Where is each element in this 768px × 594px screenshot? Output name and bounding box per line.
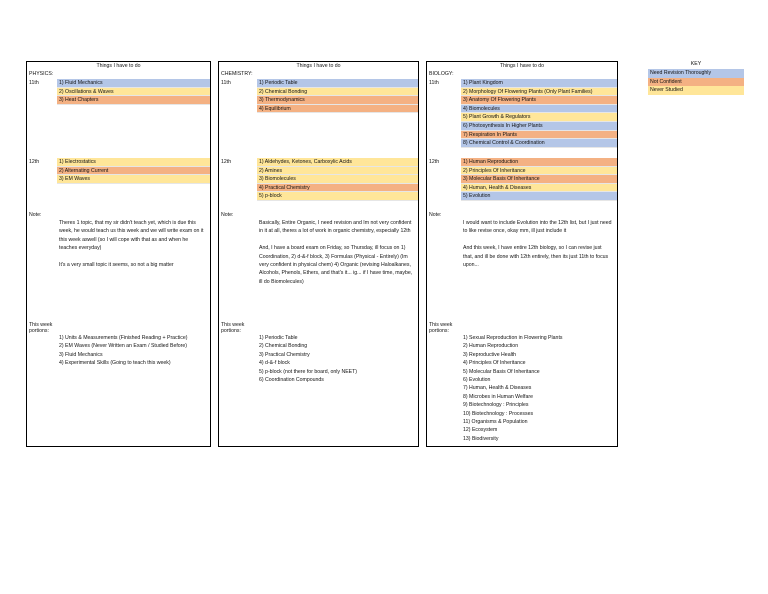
note-paragraph: And, I have a board exam on Friday, so Thursday, ill focus on 1) Coordination, 2) d-&-f block, 3) Formulas (Physical - Entirely) (Im very confident in physical chem) 4) Organic (revising Haloalkanes, Alcohols, Phenols, Ethers, and that's it... ig... if I have time, maybe, ill do Biomolecules) [259, 245, 413, 285]
list-item: 3) Fluid Mechanics [59, 351, 103, 358]
list-item: 1) Periodic Table [259, 335, 298, 341]
key-title: KEY [690, 61, 702, 67]
portions-label-line: This week [221, 322, 245, 328]
subject-label: PHYSICS: [29, 71, 54, 77]
list-item: 2) EM Waves (Never Written an Exam / Studied Before) [59, 343, 188, 350]
topic-row[interactable]: 5) Plant Growth & Regulators [461, 113, 617, 122]
note-label: Note: [429, 212, 442, 218]
topic-row[interactable]: 2) Oscillations & Waves [57, 88, 210, 97]
topic-row[interactable]: 4) Practical Chemistry [257, 184, 418, 193]
topic-row[interactable]: 1) Fluid Mechanics [57, 79, 210, 88]
list-item: 5) p-block (not there for board, only NEET) [259, 368, 358, 375]
notes-text [463, 219, 613, 278]
panel-title: Things I have to do [96, 63, 141, 69]
topic-row[interactable]: 2) Amines [257, 167, 418, 176]
topic-row[interactable]: 5) Evolution [461, 192, 617, 201]
topic-row[interactable]: 1) Periodic Table [257, 79, 418, 88]
year-11-list [257, 79, 418, 113]
year-11-label: 11th [429, 80, 439, 86]
topic-row[interactable]: 3) Biomolecules [257, 175, 418, 184]
note-paragraph: Theres 1 topic, that my sir didn't teach yet, which is due this week, he would teach us this week and we will write exam on it this week aswell (so I will cope with that as and when he teaches everyday) [59, 220, 204, 252]
list-item: 10) Biotechnology : Processes [463, 410, 534, 417]
note-paragraph: And this week, I have entire 12th biology, so I can revise just that, and ill be done with 12th entirely, then its just 11th to focus upon... [463, 245, 609, 269]
topic-row[interactable]: 6) Photosynthesis In Higher Plants [461, 122, 617, 131]
note-paragraph: It's a very small topic it seems, so not a big matter [59, 262, 174, 269]
list-item: 7) Human, Health & Diseases [463, 385, 532, 392]
portions-label-line: portions: [29, 328, 49, 335]
list-item: 5) Molecular Basis Of Inheritance [463, 368, 540, 375]
year-12-list [57, 158, 210, 184]
portions-label-line: portions: [429, 328, 449, 335]
note-paragraph: I would want to include Evolution into the 12th list, but I just need to like revise once, okay mm, ill just include it [463, 220, 612, 235]
physics-panel [26, 61, 211, 447]
year-12-label: 12th [429, 159, 440, 165]
list-item: 2) Human Reproduction [463, 343, 519, 350]
topic-row[interactable]: 4) Human, Health & Diseases [461, 184, 617, 193]
topic-row[interactable]: 8) Chemical Control & Coordination [461, 139, 617, 148]
list-item: 2) Chemical Bonding [259, 343, 308, 350]
notes-text [259, 219, 413, 295]
year-11-label: 11th [221, 80, 231, 86]
portions-list [59, 334, 187, 368]
portions-label [429, 322, 452, 334]
topic-row[interactable]: 2) Alternating Current [57, 167, 210, 176]
note-label: Note: [29, 212, 42, 218]
list-item: 1) Units & Measurements (Finished Reading + Practice) [59, 335, 188, 341]
note-label: Note: [221, 212, 234, 218]
color-key [648, 61, 744, 95]
biology-panel [426, 61, 618, 447]
year-11-list [461, 79, 617, 148]
list-item: 6) Coordination Compounds [259, 377, 324, 384]
portions-label-line: This week [429, 322, 453, 328]
panel-title: Things I have to do [296, 63, 341, 69]
portions-label-line: This week [29, 322, 53, 328]
year-12-list [461, 158, 617, 201]
topic-row[interactable]: 1) Human Reproduction [461, 158, 617, 167]
topic-row[interactable]: 3) EM Waves [57, 175, 210, 184]
key-item: Need Revision Thoroughly [648, 69, 744, 78]
list-item: 13) Biodiversity [463, 435, 499, 442]
year-12-label: 12th [221, 159, 232, 165]
year-12-label: 12th [29, 159, 40, 165]
portions-label [29, 322, 52, 334]
topic-row[interactable]: 3) Heat Chapters [57, 96, 210, 105]
topic-row[interactable]: 3) Anatomy Of Flowering Plants [461, 96, 617, 105]
list-item: 4) Experimental Skills (Going to teach this week) [59, 360, 171, 367]
list-item: 4) Principles Of Inheritance [463, 360, 526, 367]
topic-row[interactable]: 2) Morphology Of Flowering Plants (Only Plant Families) [461, 88, 617, 97]
subject-label: BIOLOGY: [429, 71, 454, 77]
list-item: 3) Reproductive Health [463, 351, 517, 358]
topic-row[interactable]: 2) Chemical Bonding [257, 88, 418, 97]
topic-row[interactable]: 1) Aldehydes, Ketones, Carboxylic Acids [257, 158, 418, 167]
panel-title: Things I have to do [499, 63, 545, 69]
topic-row[interactable]: 7) Respiration In Plants [461, 131, 617, 140]
list-item: 9) Biotechnology : Principles [463, 402, 529, 409]
chemistry-panel [218, 61, 419, 447]
list-item: 4) d-&-f block [259, 360, 290, 367]
list-item: 11) Organisms & Population [463, 419, 528, 426]
list-item: 3) Practical Chemistry [259, 351, 310, 358]
topic-row[interactable]: 1) Plant Kingdom [461, 79, 617, 88]
year-12-list [257, 158, 418, 201]
year-11-list [57, 79, 210, 105]
topic-row[interactable]: 5) p-block [257, 192, 418, 201]
list-item: 12) Ecosystem [463, 427, 498, 434]
list-item: 6) Evolution [463, 377, 491, 384]
year-11-label: 11th [29, 80, 39, 86]
key-item: Not Confident [648, 78, 744, 87]
topic-row[interactable]: 4) Equilibrium [257, 105, 418, 114]
list-item: 8) Microbes in Human Welfare [463, 393, 533, 400]
portions-list [463, 334, 562, 443]
topic-row[interactable]: 1) Electrostatics [57, 158, 210, 167]
note-paragraph: Basically, Entire Organic, I need revision and Im not very confident in it at all, theres a lot of work in organic chemistry, especially 12th [259, 220, 412, 235]
topic-row[interactable]: 4) Biomolecules [461, 105, 617, 114]
notes-text [59, 219, 205, 278]
topic-row[interactable]: 3) Thermodynamics [257, 96, 418, 105]
portions-label-line: portions: [221, 328, 241, 335]
topic-row[interactable]: 2) Principles Of Inheritance [461, 167, 617, 176]
subject-label: CHEMISTRY: [221, 71, 253, 77]
key-item: Never Studied [648, 86, 744, 95]
portions-list [259, 334, 357, 384]
list-item: 1) Sexual Reproduction in Flowering Plants [463, 335, 563, 341]
portions-label [221, 322, 244, 334]
topic-row[interactable]: 3) Molecular Basis Of Inheritance [461, 175, 617, 184]
